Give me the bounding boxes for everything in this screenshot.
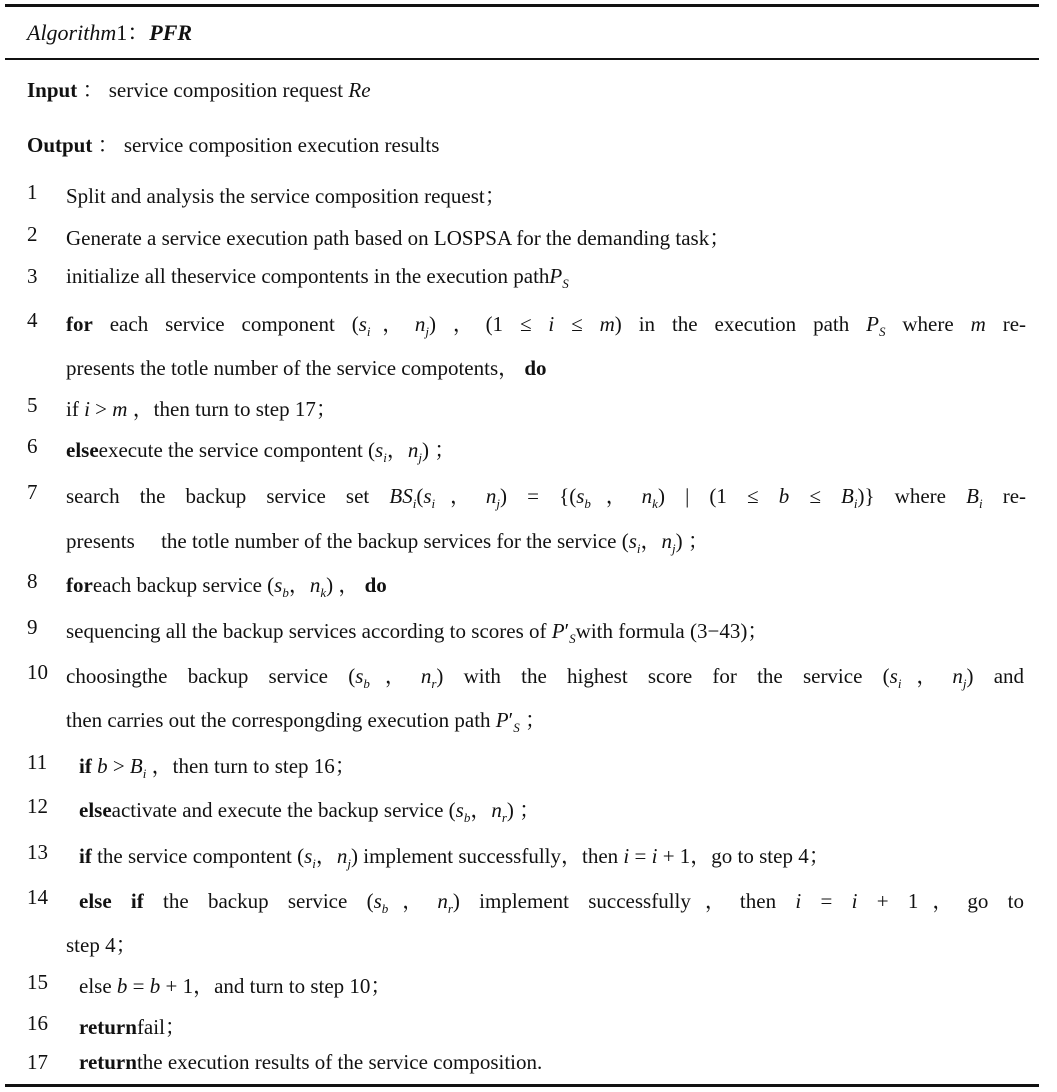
step-number: 5 <box>27 393 38 417</box>
math-var: n <box>437 889 448 913</box>
step-text <box>66 615 768 645</box>
algorithm-colon: ： <box>127 20 150 45</box>
step-body: ，go to <box>918 889 1024 913</box>
step-body: each service component ( <box>92 312 359 336</box>
math-var: n <box>414 312 426 336</box>
math-var: i <box>84 397 90 421</box>
math-var: i <box>651 844 658 868</box>
math-var: B <box>841 484 854 508</box>
input-text: service composition request <box>103 78 349 102</box>
math-op: ) <box>452 889 460 913</box>
output-text: service composition execution results <box>118 133 440 157</box>
step-body: ，and turn to step 10； <box>193 974 392 998</box>
step-keyword: if <box>79 754 92 778</box>
math-op: ， <box>288 573 310 597</box>
step-number: 2 <box>27 222 38 246</box>
math-var: P <box>549 264 563 288</box>
header-rule <box>5 58 1039 60</box>
step-number: 14 <box>27 885 48 909</box>
math-op: ) <box>436 664 444 688</box>
math-sub: b <box>363 676 370 691</box>
math-var: P <box>866 312 879 336</box>
math-op: ) | (1 ≤ <box>657 484 779 508</box>
math-var: m <box>112 397 128 421</box>
math-op: ≤ <box>789 484 841 508</box>
math-op: ； <box>682 529 709 553</box>
step-keyword: else <box>66 438 99 462</box>
step-body: where <box>874 484 967 508</box>
math-op: {( <box>559 484 577 508</box>
step-text <box>79 1011 186 1041</box>
step-body: re- <box>985 312 1027 336</box>
math-var: s <box>358 312 367 336</box>
algorithm-prefix: Algorithm <box>27 20 117 45</box>
math-op: ， <box>901 664 953 688</box>
math-op: ≤ <box>554 312 600 336</box>
math-var: n <box>491 798 502 822</box>
step-text <box>66 264 569 289</box>
step-body: sequencing all the backup services according to scores of <box>66 619 552 643</box>
step-body: then carries out the correspongding execution path <box>66 708 496 732</box>
math-op: + 1 <box>657 844 691 868</box>
math-var: n <box>420 664 432 688</box>
math-sub: i <box>636 541 641 556</box>
math-op: + 1 <box>160 974 194 998</box>
math-op: ， <box>370 312 415 336</box>
math-sub: j <box>672 541 676 556</box>
step-text <box>79 885 1024 915</box>
step-continuation <box>66 525 709 555</box>
output-sep: ： <box>92 133 119 157</box>
math-op: ， <box>640 529 662 553</box>
math-sub: j <box>425 324 429 339</box>
math-op: ′ <box>564 619 570 643</box>
step-keyword: return <box>79 1015 137 1039</box>
math-var: P <box>495 708 509 732</box>
math-sub: i <box>366 324 371 339</box>
math-var: b <box>149 974 161 998</box>
math-var: s <box>576 484 585 508</box>
math-var: n <box>952 664 963 688</box>
math-var: n <box>407 438 419 462</box>
step-body: where <box>885 312 971 336</box>
math-var: n <box>336 844 348 868</box>
algorithm-number: 1 <box>116 20 128 45</box>
math-sub: k <box>320 585 327 600</box>
step-text <box>66 569 387 599</box>
algorithm-title <box>27 16 192 47</box>
step-body: presents the totle number of the backup services for the service ( <box>66 529 629 553</box>
math-var: i <box>623 844 630 868</box>
math-sub: S <box>562 276 569 291</box>
math-sub: S <box>878 324 886 339</box>
math-sub: S <box>513 720 520 735</box>
step-number: 7 <box>27 480 38 504</box>
step-text <box>79 840 830 870</box>
step-keyword: for <box>66 312 93 336</box>
step-number: 16 <box>27 1011 48 1035</box>
output-label: Output <box>27 133 93 157</box>
math-var: b <box>97 754 108 778</box>
math-sub: r <box>447 901 453 916</box>
math-var: i <box>851 889 858 913</box>
math-sub: r <box>431 676 437 691</box>
math-var: b <box>116 974 128 998</box>
math-var: BS <box>389 484 413 508</box>
math-var: s <box>375 438 384 462</box>
step-keyword: if <box>79 844 92 868</box>
math-op: ， <box>470 798 492 822</box>
step-body: re- <box>982 484 1027 508</box>
step-continuation: step 4； <box>66 933 137 957</box>
step-body: choosingthe backup service ( <box>66 664 356 688</box>
math-op: ， <box>435 484 486 508</box>
step-text <box>79 794 540 824</box>
step-number: 6 <box>27 434 38 458</box>
math-sub: i <box>142 766 147 781</box>
step-text <box>66 308 1026 338</box>
step-keyword: do <box>359 573 387 597</box>
math-op: > <box>89 397 113 421</box>
input-var: Re <box>348 78 371 102</box>
math-op: ) <box>966 664 974 688</box>
math-sub: j <box>496 496 501 511</box>
input-line <box>27 74 371 104</box>
math-var: n <box>309 573 321 597</box>
step-text <box>66 480 1026 510</box>
math-op: ； <box>428 438 456 462</box>
step-body: implement successfully，then <box>358 844 624 868</box>
step-body: with the highest score for the service ( <box>443 664 890 688</box>
step-number: 8 <box>27 569 38 593</box>
step-body: and <box>973 664 1025 688</box>
step-body: ，then turn to step 17； <box>127 397 337 421</box>
math-sub: i <box>412 496 417 511</box>
bottom-rule <box>5 1084 1039 1087</box>
step-number: 15 <box>27 970 48 994</box>
math-sub: i <box>897 676 902 691</box>
math-var: s <box>455 798 464 822</box>
math-op: ) <box>614 312 622 336</box>
step-number: 10 <box>27 660 48 684</box>
step-body: presents the totle number of the service compotents， <box>66 356 520 380</box>
math-op: )} <box>857 484 875 508</box>
step-body: search the backup service set <box>66 484 390 508</box>
math-op: = <box>507 484 560 508</box>
math-op: ) <box>500 484 508 508</box>
step-text <box>79 1050 542 1075</box>
math-sub: i <box>312 856 316 871</box>
step-body: implement successfully，then <box>459 889 796 913</box>
math-var: i <box>795 889 802 913</box>
step-number: 9 <box>27 615 38 639</box>
math-var: m <box>599 312 615 336</box>
step-text <box>66 393 337 423</box>
math-var: n <box>641 484 653 508</box>
math-var: s <box>423 484 432 508</box>
math-sub: b <box>463 810 471 825</box>
step-text <box>79 750 356 780</box>
math-var: m <box>970 312 986 336</box>
step-keyword: else if <box>79 889 144 913</box>
step-number: 17 <box>27 1050 48 1074</box>
math-op: = <box>629 844 652 868</box>
math-op: > <box>107 754 130 778</box>
step-body: activate and execute the backup service ( <box>111 798 456 822</box>
math-sub: i <box>853 496 858 511</box>
math-op: + 1 <box>857 889 919 913</box>
step-number: 3 <box>27 264 38 288</box>
math-sub: k <box>652 496 658 511</box>
math-sub: r <box>501 810 507 825</box>
step-body: if <box>66 397 85 421</box>
step-text <box>66 660 1024 690</box>
top-rule <box>5 4 1039 7</box>
step-keyword: do <box>519 356 547 380</box>
math-sub: i <box>383 450 387 465</box>
step-number: 1 <box>27 180 38 204</box>
step-body: execute the service compontent ( <box>98 438 376 462</box>
math-op: ， <box>590 484 642 508</box>
step-body: ，go to step 4； <box>690 844 830 868</box>
step-keyword: return <box>79 1050 137 1074</box>
step-keyword: else <box>79 798 112 822</box>
step-text: Split and analysis the service composition request； <box>66 184 506 208</box>
math-sub: i <box>431 496 436 511</box>
math-op: ) <box>675 529 683 553</box>
math-op: ； <box>513 798 541 822</box>
math-var: n <box>661 529 673 553</box>
math-var: b <box>778 484 790 508</box>
step-body: ，then turn to step 16； <box>146 754 356 778</box>
math-op: ； <box>519 708 546 732</box>
step-body: the service compontent ( <box>91 844 305 868</box>
input-sep: ： <box>77 78 104 102</box>
math-op: = <box>801 889 852 913</box>
math-op: ) <box>351 844 359 868</box>
math-var: s <box>304 844 313 868</box>
math-op: ) <box>421 438 429 462</box>
math-op: ， <box>388 889 438 913</box>
math-var: s <box>355 664 364 688</box>
step-body: else <box>79 974 117 998</box>
step-text: Generate a service execution path based on LOSPSA for the demanding task； <box>66 226 731 250</box>
step-keyword: for <box>66 573 93 597</box>
math-op: (1 ≤ <box>485 312 549 336</box>
step-body: in the execution path <box>621 312 867 336</box>
step-body: each backup service ( <box>92 573 275 597</box>
math-var: B <box>129 754 143 778</box>
math-op: ( <box>416 484 424 508</box>
math-op: ， <box>315 844 337 868</box>
step-text <box>79 970 391 1000</box>
step-body: ， <box>333 573 360 597</box>
math-var: s <box>373 889 382 913</box>
input-label: Input <box>27 78 78 102</box>
math-var: n <box>485 484 497 508</box>
step-number: 11 <box>27 750 48 774</box>
step-number: 4 <box>27 308 38 332</box>
math-sub: j <box>347 856 352 871</box>
math-sub: S <box>569 631 576 646</box>
math-var: s <box>628 529 637 553</box>
step-body: fail； <box>136 1015 186 1039</box>
math-op: = <box>127 974 150 998</box>
math-op: ) ， <box>428 312 486 336</box>
math-sub: b <box>381 901 389 916</box>
step-body: initialize all theservice compontents in the execution path <box>66 264 550 288</box>
math-op: ， <box>386 438 408 462</box>
math-sub: b <box>584 496 591 511</box>
math-var: s <box>274 573 283 597</box>
math-sub: i <box>978 496 983 511</box>
step-number: 13 <box>27 840 48 864</box>
step-body: with formula (3−43)； <box>575 619 769 643</box>
math-var: B <box>966 484 979 508</box>
step-continuation <box>66 352 547 382</box>
step-body: the execution results of the service composition. <box>136 1050 543 1074</box>
step-body: the backup service ( <box>143 889 374 913</box>
algorithm-name: PFR <box>149 20 193 45</box>
step-text <box>66 434 455 464</box>
math-var: i <box>548 312 555 336</box>
math-sub: j <box>418 450 422 465</box>
math-sub: j <box>962 676 967 691</box>
step-number: 12 <box>27 794 48 818</box>
math-sub: b <box>282 585 289 600</box>
math-op: ) <box>506 798 514 822</box>
step-continuation <box>66 704 546 734</box>
math-op: ， <box>369 664 421 688</box>
math-op: ′ <box>508 708 514 732</box>
math-var: s <box>889 664 898 688</box>
math-var: P <box>551 619 565 643</box>
output-line <box>27 129 439 159</box>
math-op: ) <box>326 573 334 597</box>
